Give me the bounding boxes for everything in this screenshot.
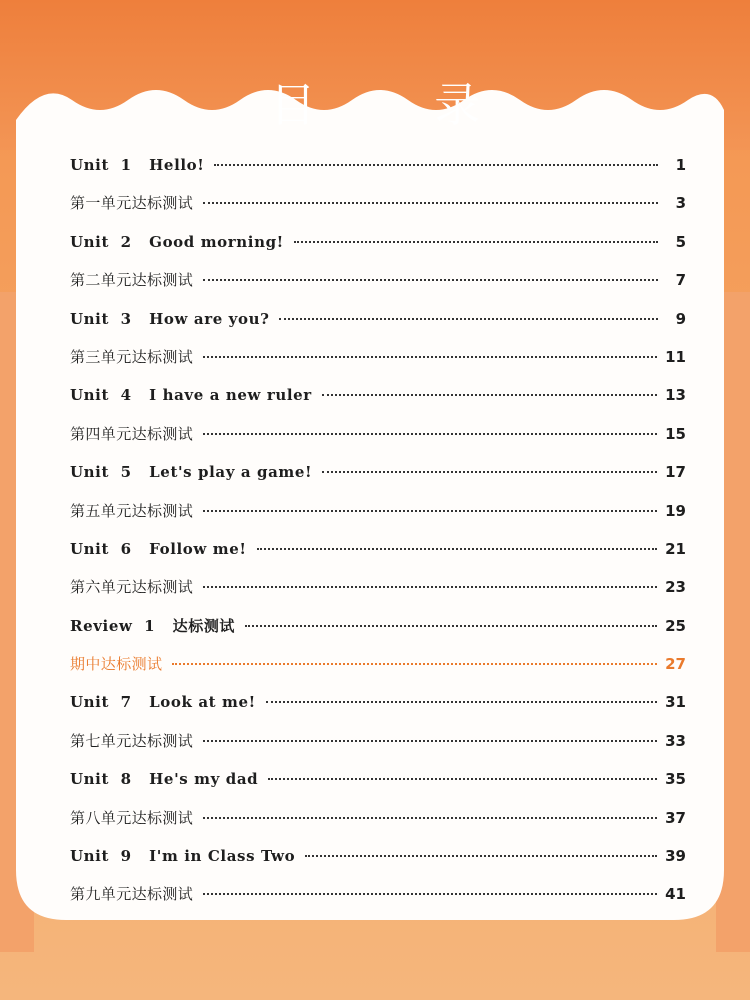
toc-page-number: 1 [675,156,686,174]
dot-leader [279,318,658,320]
toc-page-number: 19 [665,501,686,520]
toc-page-number: 39 [665,847,686,866]
toc-row[interactable] [70,146,686,184]
dot-leader [322,471,657,473]
toc-row[interactable] [70,875,686,913]
toc-entry-title: 第六单元达标测试 [70,578,194,597]
toc-page-number: 37 [665,808,686,827]
toc-page-number: 25 [665,616,686,635]
toc-page-number: 3 [675,194,686,213]
toc-row[interactable] [70,722,686,760]
toc-entry-title: 第一单元达标测试 [70,194,194,213]
toc-page-number: 27 [665,655,686,674]
dot-leader [245,625,657,627]
dot-leader [305,855,657,857]
toc-entry-title: Review 1 达标测试 [70,616,236,635]
toc-entry-title: 第二单元达标测试 [70,271,194,290]
dot-leader [203,356,657,358]
toc-entry-title: 第四单元达标测试 [70,424,194,443]
dot-leader [266,701,657,703]
toc-row[interactable] [70,837,686,875]
dot-leader [268,778,657,780]
toc-entry-title: Unit 7 Look at me! [70,693,256,712]
toc-row[interactable] [70,261,686,299]
toc-page-number: 21 [665,539,686,558]
toc-row[interactable] [70,338,686,376]
toc-row[interactable] [70,376,686,414]
dot-leader [203,279,658,281]
dot-leader [172,663,657,665]
toc-row[interactable] [70,223,686,261]
toc-page-number: 33 [665,731,686,750]
toc-row[interactable] [70,492,686,530]
page-title: 目 录 [269,77,533,132]
dot-leader [203,817,657,819]
toc-row[interactable] [70,683,686,721]
dot-leader [203,202,658,204]
dot-leader [322,394,657,396]
toc-entry-title: 期中达标测试 [70,655,163,674]
toc-row[interactable] [70,300,686,338]
toc-entry-title: Unit 1 Hello! [70,156,205,174]
toc-row[interactable] [70,530,686,568]
toc-page-number: 31 [665,693,686,712]
dot-leader [214,164,658,166]
dot-leader [294,241,658,243]
toc-row[interactable] [70,415,686,453]
toc-entry-title: Unit 6 Follow me! [70,539,247,558]
toc-entry-title: 第五单元达标测试 [70,501,194,520]
toc-entry-title: Unit 8 He's my dad [70,770,259,789]
dot-leader [203,893,657,895]
toc-entry-title: Unit 5 Let's play a game! [70,463,313,482]
toc-page-number: 7 [675,271,686,290]
toc-entry-title: 第八单元达标测试 [70,808,194,827]
toc-row[interactable] [70,568,686,606]
toc-page-number: 35 [665,770,686,789]
dot-leader [203,586,657,588]
toc-entry-title: Unit 2 Good morning! [70,232,284,251]
toc-entry-title: 第九单元达标测试 [70,885,194,904]
toc-entry-title: 第三单元达标测试 [70,347,194,366]
toc-page-number: 13 [665,386,686,405]
toc-entry-title: Unit 9 I'm in Class Two [70,847,296,866]
toc-page-number: 11 [665,347,686,366]
toc-row[interactable] [70,760,686,798]
toc-page-number: 15 [665,424,686,443]
toc-page-number: 41 [665,885,686,904]
toc-entry-title: Unit 4 I have a new ruler [70,386,312,405]
toc-row[interactable] [70,184,686,222]
table-of-contents [70,146,686,914]
dot-leader [203,433,657,435]
dot-leader [257,548,658,550]
toc-row[interactable] [70,645,686,683]
toc-entry-title: Unit 3 How are you? [70,309,270,328]
toc-page-number: 9 [675,309,686,328]
toc-page-number: 5 [675,232,686,251]
dot-leader [203,510,657,512]
toc-entry-title: 第七单元达标测试 [70,731,194,750]
toc-row[interactable] [70,453,686,491]
toc-page-number: 23 [665,578,686,597]
toc-row[interactable] [70,607,686,645]
dot-leader [203,740,657,742]
toc-row[interactable] [70,799,686,837]
toc-page-number: 17 [665,463,686,482]
